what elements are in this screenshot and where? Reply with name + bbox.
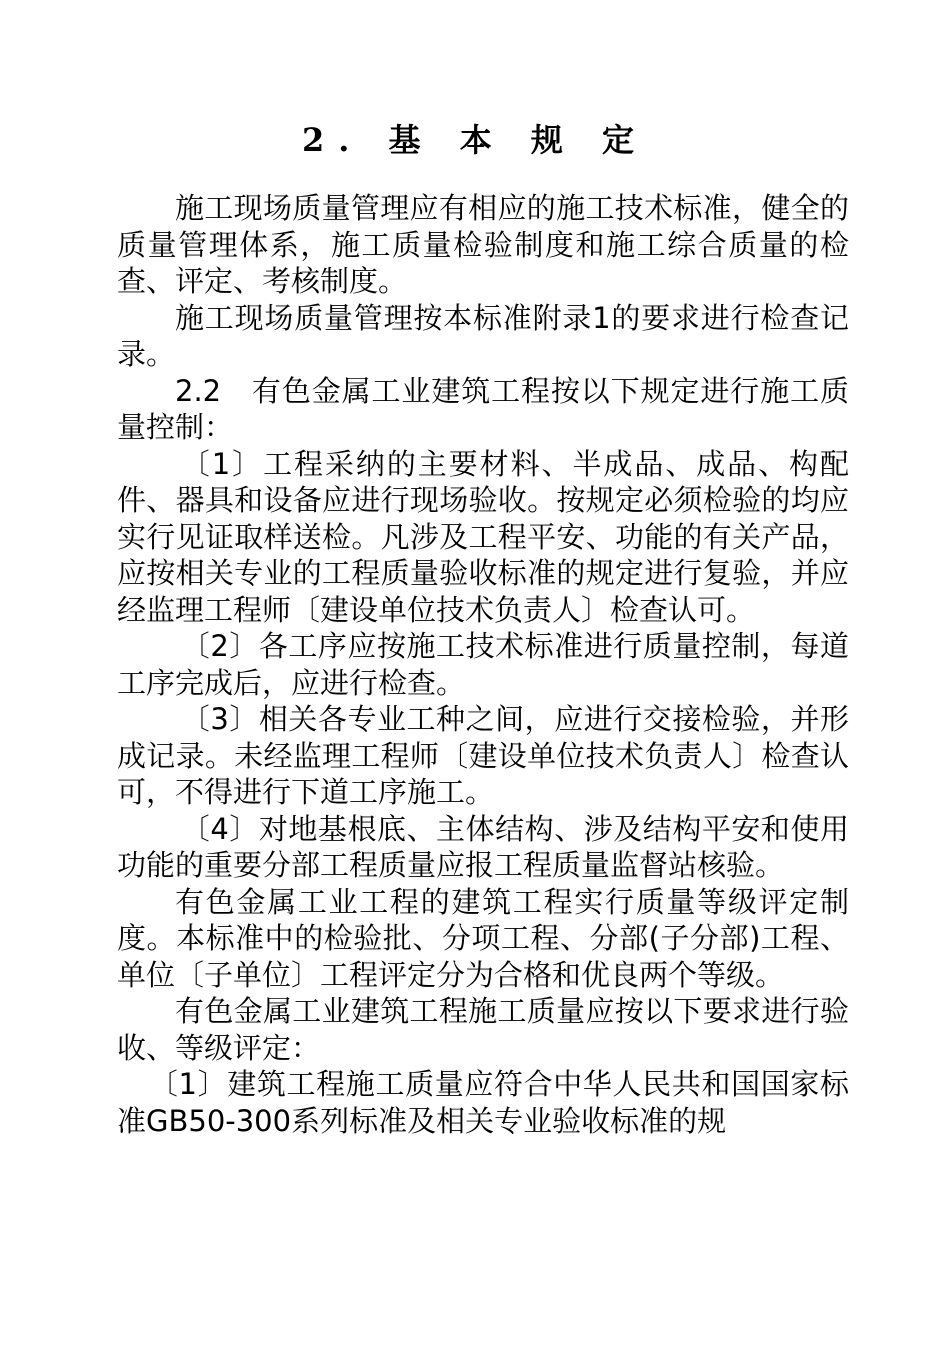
paragraph-quality-management-system: 施工现场质量管理应有相应的施工技术标准，健全的质量管理体系，施工质量检验制度和施工综合质量的检查、评定、考核制度。: [117, 191, 849, 298]
paragraph-quality-grading: 有色金属工业工程的建筑工程实行质量等级评定制度。本标准中的检验批、分项工程、分部(子分部)工程、单位〔子单位〕工程评定分为合格和优良两个等级。: [117, 884, 849, 992]
list-item-1: 〔1〕工程采纳的主要材料、半成品、成品、构配件、器具和设备应进行现场验收。按规定必须检验的均应实行见证取样送检。凡涉及工程平安、功能的有关产品，应按相关专业的工程质量验收标准的规定进行复验，并应经监理工程师〔建设单位技术负责人〕检查认可。: [117, 446, 849, 627]
section-heading: 2. 基 本 规 定: [302, 121, 648, 159]
document-body: [117, 190, 849, 1139]
paragraph-clause-2-2: 2.2 有色金属工业建筑工程按以下规定进行施工质量控制：: [117, 373, 849, 444]
paragraph-inspection-record: 施工现场质量管理按本标准附录1的要求进行检查记录。: [117, 300, 849, 371]
paragraph-acceptance-requirements: 有色金属工业建筑工程施工质量应按以下要求进行验收、等级评定：: [117, 994, 849, 1065]
list-item-2: 〔2〕各工序应按施工技术标准进行质量控制，每道工序完成后，应进行检查。: [117, 629, 849, 700]
list-item-acceptance-1: 〔1〕建筑工程施工质量应符合中华人民共和国国家标准GB50-300系列标准及相关专业验收标准的规: [117, 1067, 849, 1138]
list-item-3: 〔3〕相关各专业工种之间，应进行交接检验，并形成记录。未经监理工程师〔建设单位技术负责人〕检查认可，不得进行下道工序施工。: [117, 702, 849, 809]
list-item-4: 〔4〕对地基根底、主体结构、涉及结构平安和使用功能的重要分部工程质量应报工程质量监督站核验。: [117, 811, 849, 882]
